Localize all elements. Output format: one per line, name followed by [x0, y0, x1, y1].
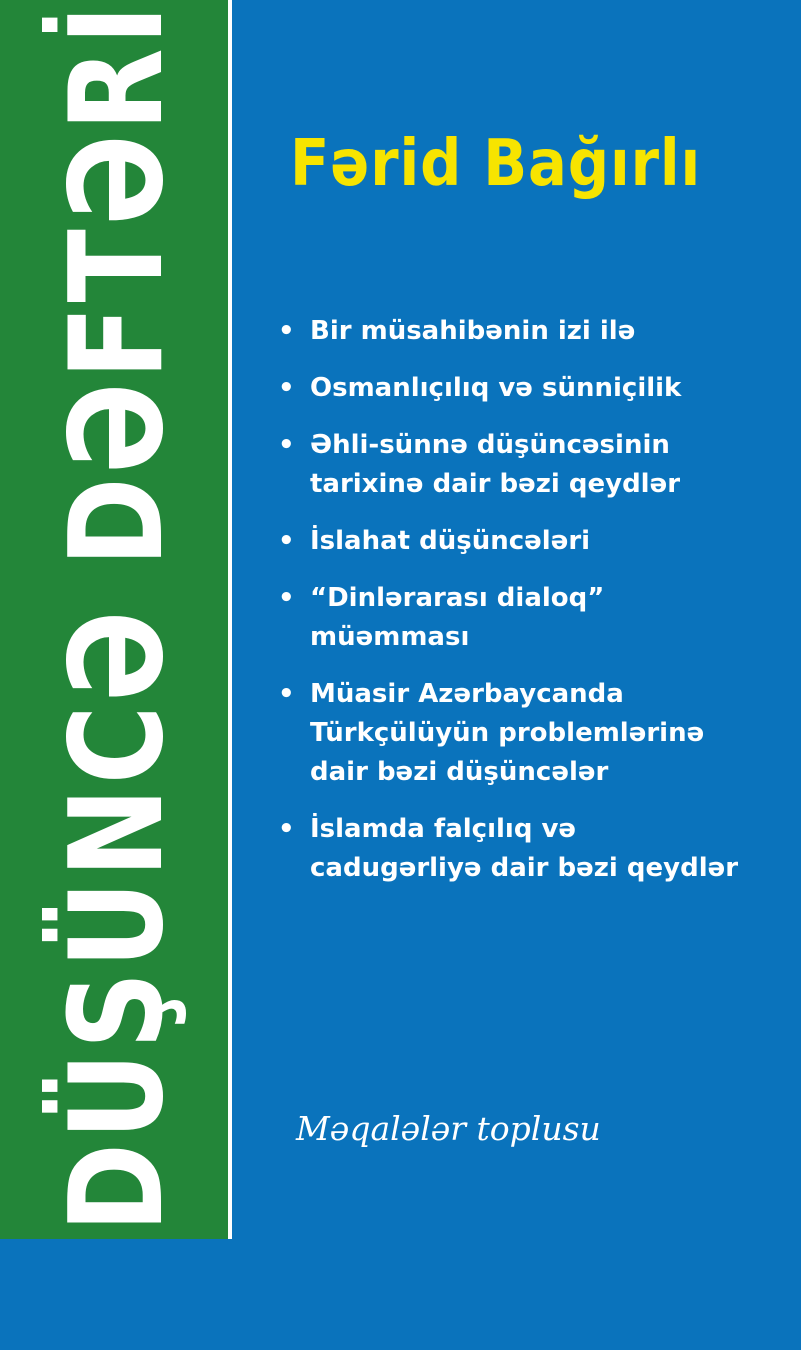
- author-name-text: Fərid Bağırlı: [290, 127, 702, 201]
- list-item: [276, 426, 756, 504]
- list-item: [276, 312, 756, 351]
- bullet-icon: •: [278, 814, 295, 844]
- list-item-text: Osmanlıçılıq və sünniçilik: [310, 373, 682, 403]
- list-item-text: Müasir Azərbaycanda Türkçülüyün problemlərinə dair bəzi düşüncələr: [310, 679, 705, 787]
- bullet-icon: •: [278, 430, 295, 460]
- book-title: [43, 0, 192, 1350]
- list-item: [276, 810, 756, 888]
- bullet-icon: •: [278, 373, 295, 403]
- bullet-icon: •: [278, 583, 295, 613]
- list-item: [276, 675, 756, 792]
- list-item-text: Əhli-sünnə düşüncəsinin tarixinə dair bəzi qeydlər: [310, 430, 681, 499]
- list-item: [276, 522, 756, 561]
- bullet-icon: •: [278, 679, 295, 709]
- book-title-text: DÜŞÜNCƏ DƏFTƏRİ: [43, 1, 192, 1233]
- author-name: [290, 127, 747, 201]
- bullet-icon: •: [278, 526, 295, 556]
- list-item-text: İslahat düşüncələri: [310, 526, 591, 556]
- contents-list: [276, 312, 756, 906]
- list-item: [276, 579, 756, 657]
- list-item-text: Bir müsahibənin izi ilə: [310, 316, 636, 346]
- list-item-text: “Dinlərarası dialoq” müəmması: [310, 583, 605, 652]
- vertical-title-area: [0, 0, 228, 1239]
- book-subtitle: Məqalələr toplusu: [296, 1109, 601, 1148]
- bullet-icon: •: [278, 316, 295, 346]
- list-item: [276, 369, 756, 408]
- list-item-text: İslamda falçılıq və cadugərliyə dair bəzi qeydlər: [310, 814, 739, 883]
